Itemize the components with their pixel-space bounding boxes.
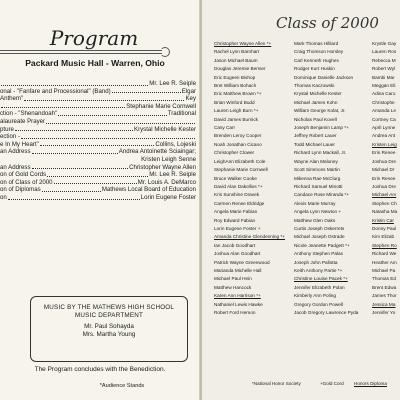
graduate-name: Alexis Marie Murray (294, 200, 336, 206)
program-item (0, 110, 196, 118)
graduate-name: Rodger Kurt Huskin (294, 66, 335, 72)
graduate-name: Michael Paul Hein (214, 276, 252, 282)
venue-heading: Packard Music Hall - Warren, Ohio (25, 58, 165, 68)
program-item (0, 80, 196, 88)
graduate-name: Nicole Jeanette Padgett *+ (294, 242, 350, 248)
graduate-name: Jacob Gregory Lawrence Pyda (294, 310, 359, 315)
graduate-name: Kris Sunshine Dravek (214, 192, 260, 198)
leader-dots (32, 153, 118, 154)
graduate-name: Karen Ann Harrison *+ (214, 293, 261, 299)
graduate-name: Joseph John Pallotta (294, 259, 338, 265)
program-item-performer: Andrea Antoinette Sciaingar; (118, 148, 196, 156)
program-item-label: Anthem" (0, 95, 24, 103)
graduate-name: Michael Pa (372, 267, 396, 273)
leader-dots (46, 123, 195, 124)
program-item (0, 179, 196, 187)
leader-dots (54, 183, 137, 184)
graduate-name: Wayne Alan Maloney (294, 158, 338, 164)
leader-dots (15, 130, 133, 131)
program-item-label: e In My Heart" (0, 140, 39, 148)
graduate-name: William George Kolat, Jr. (294, 108, 346, 114)
program-item (0, 126, 196, 134)
program-item (0, 118, 196, 126)
graduate-name: Mark Thomas Hilliard (294, 41, 339, 46)
program-item-performer: Mathews Local Board of Education (101, 186, 196, 194)
graduate-name: Natasha Ma (372, 209, 398, 215)
program-item-label: an Address (0, 163, 31, 171)
graduate-name: Adina Caro (372, 91, 396, 97)
graduate-name: Joseph Benjamin Lamp *+ (294, 125, 349, 131)
graduate-name: Krystle Gay (372, 41, 397, 46)
graduate-name: Candace Rose Miranda *+ (294, 192, 350, 198)
graduate-name: Robert Ford Hemon (214, 310, 256, 315)
roster-column-3 (372, 40, 397, 317)
audience-stands-note: *Audience Stands (99, 383, 145, 389)
program-item-performer: Key (185, 95, 196, 103)
leader-dots (40, 145, 155, 146)
graduate-name: Richard Samuel Minotti (294, 183, 343, 189)
graduate-name: Brian Winford Budd (214, 99, 255, 105)
graduate-name: Thomas Ed (372, 276, 396, 282)
graduate-name: Andrea Ant (372, 133, 396, 139)
graduate-name: Erin Renee (372, 150, 396, 156)
graduate-name: Michael James Kohn (294, 99, 338, 105)
program-item-performer: Lorin Eugene Foster (140, 193, 196, 201)
program-item (0, 133, 196, 141)
program-item-label: alaureate Prayer (0, 117, 46, 125)
program-item-performer: Collins, Lojeski (155, 140, 196, 148)
legend-honor-society: *National Honor Society (252, 381, 301, 386)
graduate-name: Nicholas Paul Kovell (294, 116, 337, 122)
graduate-name: Matthew Glen Oaks (294, 217, 336, 223)
program-items (0, 80, 196, 202)
program-item-performer: Mr. Lee R. Seiple (149, 171, 196, 179)
graduate-name: Lorin Eugene Foster + (214, 225, 261, 231)
program-item-label: onal - "Fanfare and Processional" (Band) (0, 87, 111, 95)
program-item-label: an Address (0, 148, 31, 156)
graduate-name: David Alan Dakollios *+ (214, 183, 263, 189)
program-item-label: on (0, 193, 7, 201)
music-director-2: Mrs. Martha Young (82, 331, 136, 338)
roster-column-2 (294, 40, 358, 317)
leader-dots (42, 191, 101, 192)
graduate-name: Donny Paul (372, 225, 397, 231)
graduate-name: Keith Anthony Partie *+ (294, 267, 343, 273)
graduate-name: Michael Joseph Ostrade (294, 234, 345, 240)
graduate-name: Anthony Stephen Palas (294, 251, 343, 257)
graduate-name: Jessica Ma (372, 301, 396, 307)
graduate-name: Scott Simmons Martin (294, 167, 340, 173)
graduate-name: Carmen Renee Eldridge (214, 200, 265, 206)
graduate-name: Gregory Gordon Powell (294, 301, 343, 307)
program-item-label: on of Class of 2000 (0, 178, 53, 186)
leader-dots (8, 199, 140, 200)
graduate-name: Lauren Leigh Burn *+ (214, 108, 259, 114)
graduate-name: Marianda Michelle Hall (214, 267, 262, 273)
leader-dots (47, 176, 148, 177)
graduate-name: Christine Louise Pacek *+ (294, 276, 348, 282)
program-item-performer: Christopher Wayne Allen (129, 163, 196, 171)
graduate-name: April Lynne (372, 125, 396, 131)
program-item-label: on of Diplomas (0, 186, 41, 194)
music-director-1: Mr. Paul Sohayda (84, 323, 134, 330)
title-divider (0, 50, 162, 54)
leader-dots (1, 107, 125, 108)
leader-dots (32, 168, 129, 169)
program-item (0, 103, 196, 111)
program-item-label: pture (0, 125, 14, 133)
graduate-name: Casy Carr (214, 125, 236, 131)
graduate-name: Brenden Leroy Cooper (214, 133, 262, 139)
graduate-name: Joshua Dre (372, 183, 396, 189)
leader-dots (112, 92, 181, 93)
graduate-name: Michael Arv (372, 192, 397, 198)
graduate-name: Amanda Le (372, 108, 396, 114)
graduate-name: Richard Lynn Mackall, Jr. (294, 150, 347, 156)
graduate-name: Christophe (372, 99, 395, 105)
graduate-name: Michael Dr (372, 167, 395, 173)
graduate-name: Roy Edward Fabian (214, 217, 256, 223)
graduate-name: Jason Michael Baum (214, 57, 258, 63)
program-item-performer: Stephanie Marie Cornwell (126, 102, 196, 110)
graduate-name: Eric Eugeen Bishop (214, 74, 256, 80)
graduate-name: Lauren Ros (372, 49, 397, 55)
graduate-name: Christopher Wayne Allen *+ (214, 41, 272, 46)
program-item-performer: Elgar (181, 87, 196, 95)
program-item (0, 186, 196, 194)
graduate-name: Rebecca M (372, 57, 396, 63)
graduate-name: Douglas Jeremie Bernier (214, 66, 266, 72)
graduate-name: Todd Michael Lauer (294, 141, 335, 147)
graduate-name: Cortney Ca (372, 116, 396, 122)
graduate-name: Joshua Alan Goodhart (214, 251, 261, 257)
graduate-name: Stephen Ch (372, 200, 397, 206)
graduate-name: Kim Elizab (372, 234, 395, 240)
graduate-name: Brent Edwa (372, 284, 397, 290)
program-item (0, 88, 196, 96)
music-credit-line2: MUSIC DEPARTMENT (74, 312, 144, 319)
graduate-name: Kristin Car (372, 217, 394, 223)
program-item-subline: Kristen Leigh Senne (141, 155, 196, 163)
program-item (0, 141, 196, 149)
graduate-name: David James Burnick (214, 116, 259, 122)
class-title: Class of 2000 (276, 14, 379, 32)
leader-dots (58, 115, 167, 116)
graduate-name: Meggan Eli (372, 83, 396, 89)
graduate-name: Kimberly Ann Poling (294, 293, 336, 299)
program-item-label: on of Gold Cords (0, 171, 47, 179)
program-item (0, 164, 196, 172)
graduate-name: Matthew Hancock (214, 284, 252, 290)
leader-dots (24, 100, 184, 101)
music-department-box (30, 296, 188, 362)
graduate-name: Stephen Ro (372, 242, 397, 248)
graduate-name: Dominique Danielle Jackson (294, 74, 354, 80)
program-item-performer: Krystal Michelle Kester (134, 125, 196, 133)
program-item (0, 194, 196, 202)
class-roster-page (202, 0, 400, 400)
graduate-name: Stephanie Marie Cornwell (214, 167, 268, 173)
roster-column-1 (214, 40, 285, 317)
program-title: Program (49, 26, 139, 50)
graduate-name: Mikenna Rae McClurg (294, 175, 341, 181)
graduate-name: Joshua Dre (372, 158, 396, 164)
graduate-name: Noah Jonathan Cicano (214, 141, 262, 147)
program-item-performer: Mr. Lee R. Seiple (149, 80, 196, 87)
leader-dots (1, 85, 148, 86)
graduate-name: Amanda Christine Glendenning *+ (214, 234, 286, 240)
program-item (0, 95, 196, 103)
graduate-name: Rachel Lynn Barnhart (214, 49, 260, 55)
graduate-name: Nathaniel Lewis Hawke (214, 301, 263, 307)
graduate-name: Thomas Kaczowski (294, 83, 335, 89)
music-credit-line1: MUSIC BY THE MATHEWS HIGH SCHOOL (43, 304, 175, 311)
graduate-name: Richard We (372, 251, 397, 257)
closing-note: The Program concludes with the Benediction. (34, 366, 166, 373)
graduate-name: Bruce Walker Cooke (214, 175, 257, 181)
leader-dots (21, 138, 195, 139)
graduate-name: Jennifer Elizabeth Polan (294, 284, 345, 290)
graduate-name: Jeffrey Robert Lauer (294, 133, 337, 139)
program-item-label: ection - (0, 133, 20, 141)
graduate-name: James Thor (372, 293, 397, 299)
program-item (0, 171, 196, 179)
program-item-label: ction - "Shenandoah" (0, 110, 58, 118)
graduate-name: Krystal Michelle Kester (294, 91, 342, 97)
graduate-name: Curtis Joseph Oskerrets (294, 225, 345, 231)
graduate-name: Angela Marie Fabian (214, 209, 258, 215)
legend-gold-cord: +Gold Cord (320, 381, 344, 386)
program-item-performer: Traditional (167, 110, 196, 118)
graduate-name: LeighAnn Elizabeth Cole (214, 158, 266, 164)
program-item-performer: Mr. Louis A. DeMarco (137, 178, 196, 186)
graduate-name: Eric Matthew Brown *+ (214, 91, 262, 97)
graduate-name: Carl Kenneth Hughes (294, 57, 339, 63)
graduate-name: Ian Jacob Goodhart (214, 242, 256, 248)
graduate-name: Patrick Wayne Greenwood (214, 259, 270, 265)
graduate-name: Kristen Leig (372, 141, 397, 147)
program-item (0, 148, 196, 156)
graduate-name: Erin Renee (372, 175, 396, 181)
graduate-name: Bret William Bohach (214, 83, 257, 89)
graduate-name: Craig Thomson Horsley (294, 49, 344, 55)
graduate-name: Bambi Mar (372, 74, 395, 80)
graduate-name: Jennifer Yo (372, 310, 396, 315)
graduate-name: Robert Wyl (372, 66, 396, 72)
graduate-name: Christopher Clower (214, 150, 255, 156)
graduate-name: Heather Am (372, 259, 397, 265)
legend-honors-diploma: Honors Diploma (354, 381, 387, 386)
graduate-name: Angela Lynn Newton + (294, 209, 342, 215)
